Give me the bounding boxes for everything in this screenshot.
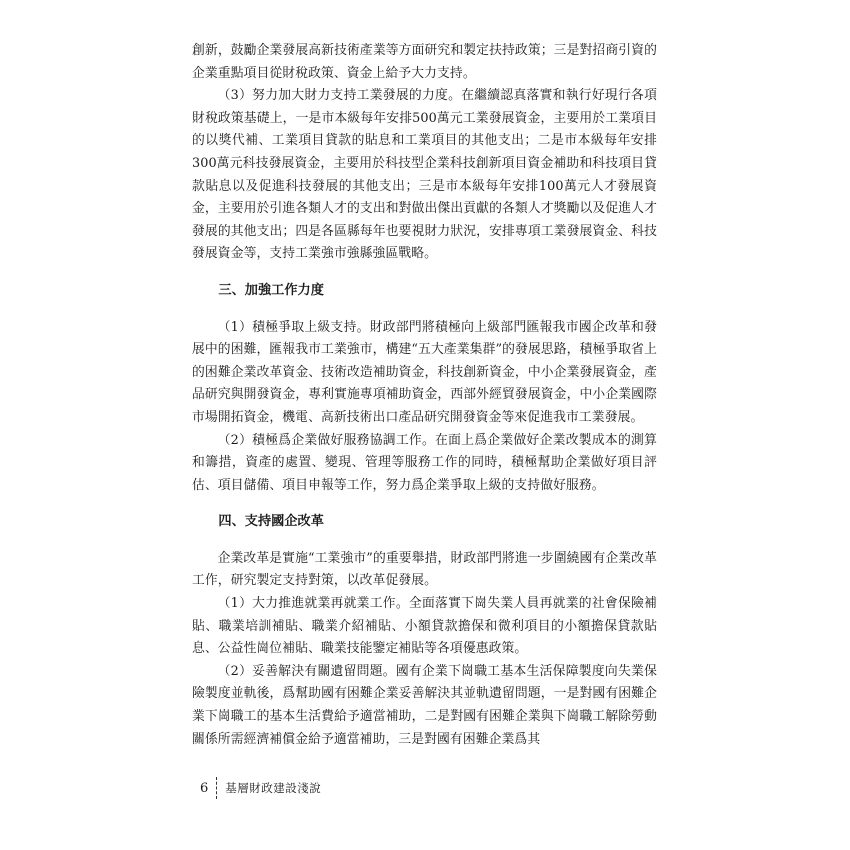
- page-body: [192, 40, 657, 751]
- page-number: 6: [200, 780, 209, 796]
- footer-divider: [216, 777, 217, 799]
- paragraph-continued: 創新，鼓勵企業發展高新技術產業等方面研究和製定扶持政策；三是對招商引資的企業重點項目從財稅政策、資金上給予大力支持。: [192, 43, 657, 81]
- paragraph-employment: （1）大力推進就業再就業工作。全面落實下崗失業人員再就業的社會保險補貼、職業培訓補貼、職業介紹補貼、小額貸款擔保和微利項目的小額擔保貸款貼息、公益性崗位補貼、職業技能鑒定補貼等各項優惠政策。: [192, 596, 657, 657]
- paragraph-service-coordination: （2）積極爲企業做好服務協調工作。在面上爲企業做好企業改製成本的測算和籌措，資產的處置、變現、管理等服務工作的同時，積極幫助企業做好項目評估、項目儲備、項目申報等工作，努力爲企業爭取上級的支持做好服務。: [192, 432, 657, 493]
- paragraph-legacy-issues: （2）妥善解決有關遺留問題。國有企業下崗職工基本生活保障製度向失業保險製度並軌後，爲幫助國有困難企業妥善解決其並軌遺留問題，一是對國有困難企業下崗職工的基本生活費給予適當補助，二是對國有困難企業與下崗職工解除勞動關係所需經濟補償金給予適當補助，三是對國有困難企業爲其: [192, 663, 657, 747]
- page-footer: [200, 776, 321, 800]
- paragraph-seek-support: （1）積極爭取上級支持。財政部門將積極向上級部門匯報我市國企改革和發展中的困難，匯報我市工業強市，構建“五大產業集群”的發展思路，積極爭取省上的困難企業改革資金、技術改造補助資金，科技創新資金，中小企業發展資金，產品研究與開發資金，專利實施專項補助資金，西部外經貿發展資金，中小企業國際市場開拓資金，機電、高新技術出口產品研究開發資金等來促進我市工業發展。: [192, 319, 657, 425]
- section-heading-soe-reform: 四、支持國企改革: [218, 514, 324, 530]
- section-heading-strengthen-work: 三、加強工作力度: [218, 282, 324, 298]
- paragraph-financial-support: （3）努力加大財力支持工業發展的力度。在繼續認真落實和執行好現行各項財稅政策基礎上，一是市本級每年安排500萬元工業發展資金，主要用於工業項目的以獎代補、工業項目貸款的貼息和工業項目的其他支出；二是市本級每年安排300萬元科技發展資金，主要用於科技型企業科技創新項目資金補助和科技項目貸款貼息以及促進科技發展的其他支出；三是市本級每年安排100萬元人才發展資金，主要用於引進各類人才的支出和對做出傑出貢獻的各類人才獎勵以及促進人才發展的其他支出；四是各區縣每年也要視財力狀況，安排專項工業發展資金、科技發展資金等，支持工業強市強縣強區戰略。: [192, 88, 657, 262]
- paragraph-reform-intro: 企業改革是實施“工業強市”的重要舉措，財政部門將進一步圍繞國有企業改革工作，研究製定支持對策，以改革促發展。: [192, 550, 657, 589]
- running-title: 基層財政建設淺說: [225, 781, 322, 795]
